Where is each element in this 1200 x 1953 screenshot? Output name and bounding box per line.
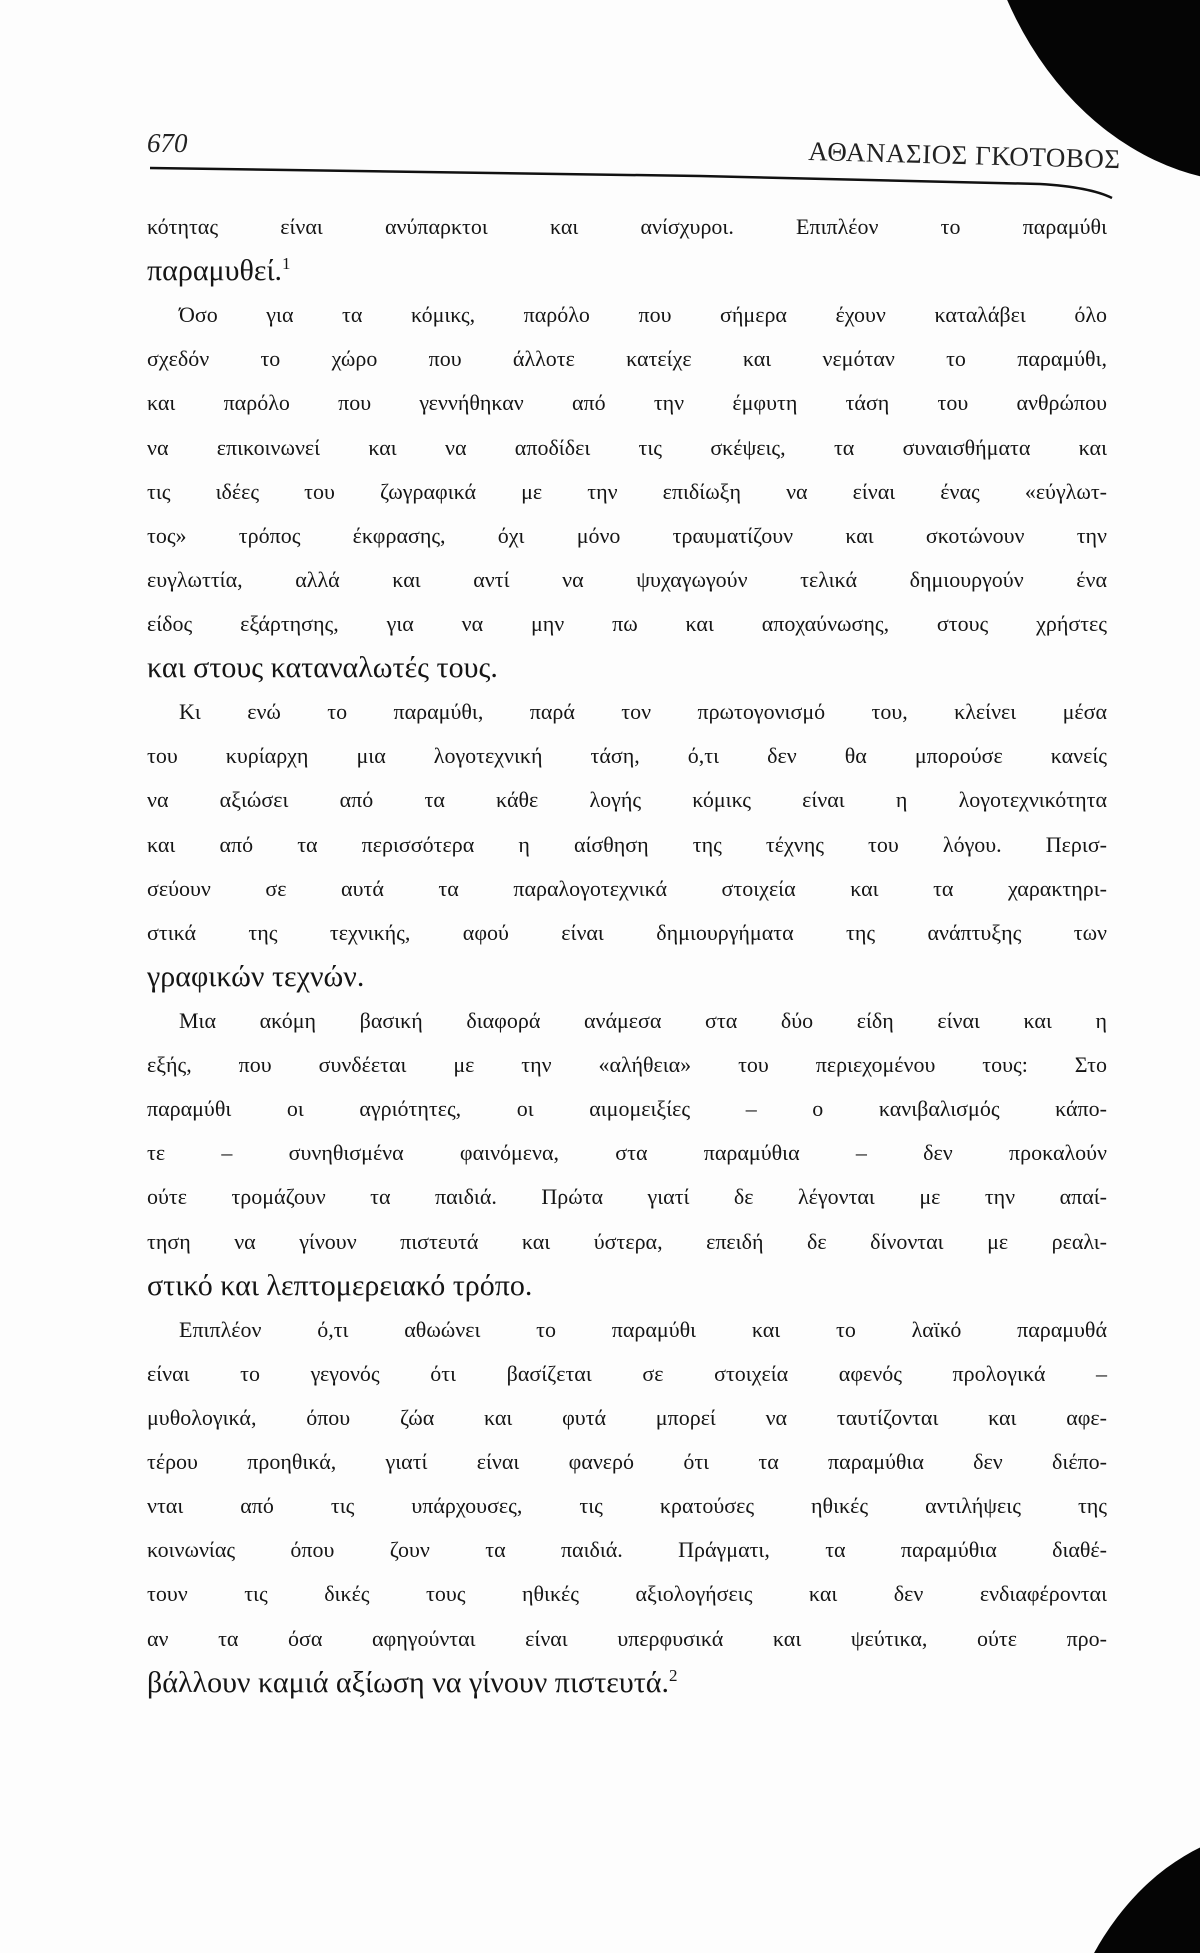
text-line: [147, 381, 1107, 425]
text-line: [147, 205, 1107, 249]
text-line: [147, 1043, 1107, 1087]
text-line-content: και παρόλο που γεννήθηκαν από την έμφυτη τάση του ανθρώπου: [147, 390, 1107, 416]
text-line-content: είδος εξάρτησης, για να μην πω και αποχαύνωσης, στους χρήστες: [147, 610, 1107, 636]
text-line-content: εξής, που συνδέεται με την «αλήθεια» του περιεχομένου τους: Στο: [147, 1052, 1107, 1078]
text-line-content: Μια ακόμη βασική διαφορά ανάμεσα στα δύο είδη είναι και η: [179, 1007, 1107, 1033]
text-line-content: τηση να γίνουν πιστευτά και ύστερα, επειδή δε δίνονται με ρεαλι-: [147, 1228, 1107, 1254]
text-line: [147, 1572, 1107, 1616]
text-line: [147, 1220, 1107, 1264]
text-line: [147, 778, 1107, 822]
text-line: [147, 867, 1107, 911]
text-line-content: να επικοινωνεί και να αποδίδει τις σκέψεις, τα συναισθήματα και: [147, 434, 1107, 460]
text-line-content: στικό και λεπτομερειακό τρόπο.: [147, 1268, 533, 1302]
text-line: [147, 293, 1107, 337]
text-line: [147, 1175, 1107, 1219]
text-line-content: ούτε τρομάζουν τα παιδιά. Πρώτα γιατί δε λέγονται με την απαί-: [147, 1184, 1107, 1210]
text-line-content: αν τα όσα αφηγούνται είναι υπερφυσικά και ψεύτικα, ούτε προ-: [147, 1625, 1107, 1651]
text-line: [147, 558, 1107, 602]
text-line-content: Όσο για τα κόμικς, παρόλο που σήμερα έχουν καταλάβει όλο: [179, 302, 1107, 328]
text-line: [147, 999, 1107, 1043]
text-line-content: κότητας είναι ανύπαρκτοι και ανίσχυροι. Επιπλέον το παραμύθι: [147, 214, 1107, 239]
text-line-content: σεύουν σε αυτά τα παραλογοτεχνικά στοιχεία και τα χαρακτηρι-: [147, 875, 1107, 901]
text-line-content: και από τα περισσότερα η αίσθηση της τέχνης του λόγου. Περισ-: [147, 831, 1107, 857]
text-line-content: σχεδόν το χώρο που άλλοτε κατείχε και νεμόταν το παραμύθι,: [147, 346, 1107, 372]
text-line: [147, 955, 1107, 999]
text-line: [147, 337, 1107, 381]
text-line-content: τουν τις δικές τους ηθικές αξιολογήσεις και δεν ενδιαφέρονται: [147, 1581, 1107, 1607]
text-line-content: τέρου προηθικά, γιατί είναι φανερό ότι τα παραμύθια δεν διέπο-: [147, 1449, 1107, 1475]
text-line: [147, 690, 1107, 734]
text-line-content: του κυρίαρχη μια λογοτεχνική τάση, ό,τι δεν θα μπορούσε κανείς: [147, 743, 1107, 769]
text-line-content: Κι ενώ το παραμύθι, παρά τον πρωτογονισμό του, κλείνει μέσα: [179, 699, 1107, 725]
text-line: [147, 1617, 1107, 1661]
footnote-ref[interactable]: 1: [282, 254, 291, 274]
text-line-content: να αξιώσει από τα κάθε λογής κόμικς είναι η λογοτεχνικότητα: [147, 787, 1107, 813]
text-line: [147, 1131, 1107, 1175]
text-line: [147, 1087, 1107, 1131]
text-line-content: μυθολογικά, όπου ζώα και φυτά μπορεί να ταυτίζονται και αφε-: [147, 1404, 1107, 1430]
text-line: [147, 514, 1107, 558]
text-line-content: κοινωνίας όπου ζουν τα παιδιά. Πράγματι, τα παραμύθια διαθέ-: [147, 1537, 1107, 1563]
text-line: [147, 734, 1107, 778]
text-line-content: βάλλουν καμιά αξίωση να γίνουν πιστευτά.: [147, 1665, 669, 1699]
text-line: [147, 823, 1107, 867]
text-line: [147, 426, 1107, 470]
text-line-content: παραμυθεί.: [147, 254, 283, 288]
text-line-content: νται από τις υπάρχουσες, τις κρατούσες ηθικές αντιλήψεις της: [147, 1493, 1107, 1519]
running-head: ΑΘΑΝΑΣΙΟΣ ΓΚΟΤΟΒΟΣ: [807, 136, 1121, 175]
page-number: 670: [147, 128, 188, 158]
text-line-content: είναι το γεγονός ότι βασίζεται σε στοιχεία αφενός προλογικά –: [147, 1360, 1107, 1386]
text-line: [147, 1264, 1107, 1308]
text-line: [147, 1661, 1107, 1705]
text-line-content: και στους καταναλωτές τους.: [147, 651, 498, 685]
scan-shadow-bottom-right: [1059, 1798, 1200, 1953]
text-line: [147, 1396, 1107, 1440]
text-line-content: Επιπλέον ό,τι αθωώνει το παραμύθι και το λαϊκό παραμυθά: [179, 1316, 1107, 1342]
text-line-content: γραφικών τεχνών.: [147, 959, 365, 993]
text-line: [147, 249, 1107, 293]
text-line: [147, 1440, 1107, 1484]
text-line-content: τε – συνηθισμένα φαινόμενα, στα παραμύθια – δεν προκαλούν: [147, 1140, 1107, 1166]
text-line-content: στικά της τεχνικής, αφού είναι δημιουργήματα της ανάπτυξης των: [147, 919, 1107, 945]
text-line: [147, 602, 1107, 646]
body-text: [147, 205, 1107, 1705]
text-line: [147, 646, 1107, 690]
text-line-content: τος» τρόπος έκφρασης, όχι μόνο τραυματίζουν και σκοτώνουν την: [147, 522, 1107, 548]
text-line: [147, 1528, 1107, 1572]
footnote-ref[interactable]: 2: [668, 1665, 678, 1685]
text-line: [147, 911, 1107, 955]
text-line-content: παραμύθι οι αγριότητες, οι αιμομειξίες – ο κανιβαλισμός κάπο-: [147, 1096, 1107, 1122]
text-line-content: τις ιδέες του ζωγραφικά με την επιδίωξη να είναι ένας «εύγλωτ-: [147, 478, 1107, 504]
text-line: [147, 1308, 1107, 1352]
text-line: [147, 1352, 1107, 1396]
text-line: [147, 1484, 1107, 1528]
text-line: [147, 470, 1107, 514]
text-line-content: ευγλωττία, αλλά και αντί να ψυχαγωγούν τελικά δημιουργούν ένα: [147, 566, 1107, 592]
